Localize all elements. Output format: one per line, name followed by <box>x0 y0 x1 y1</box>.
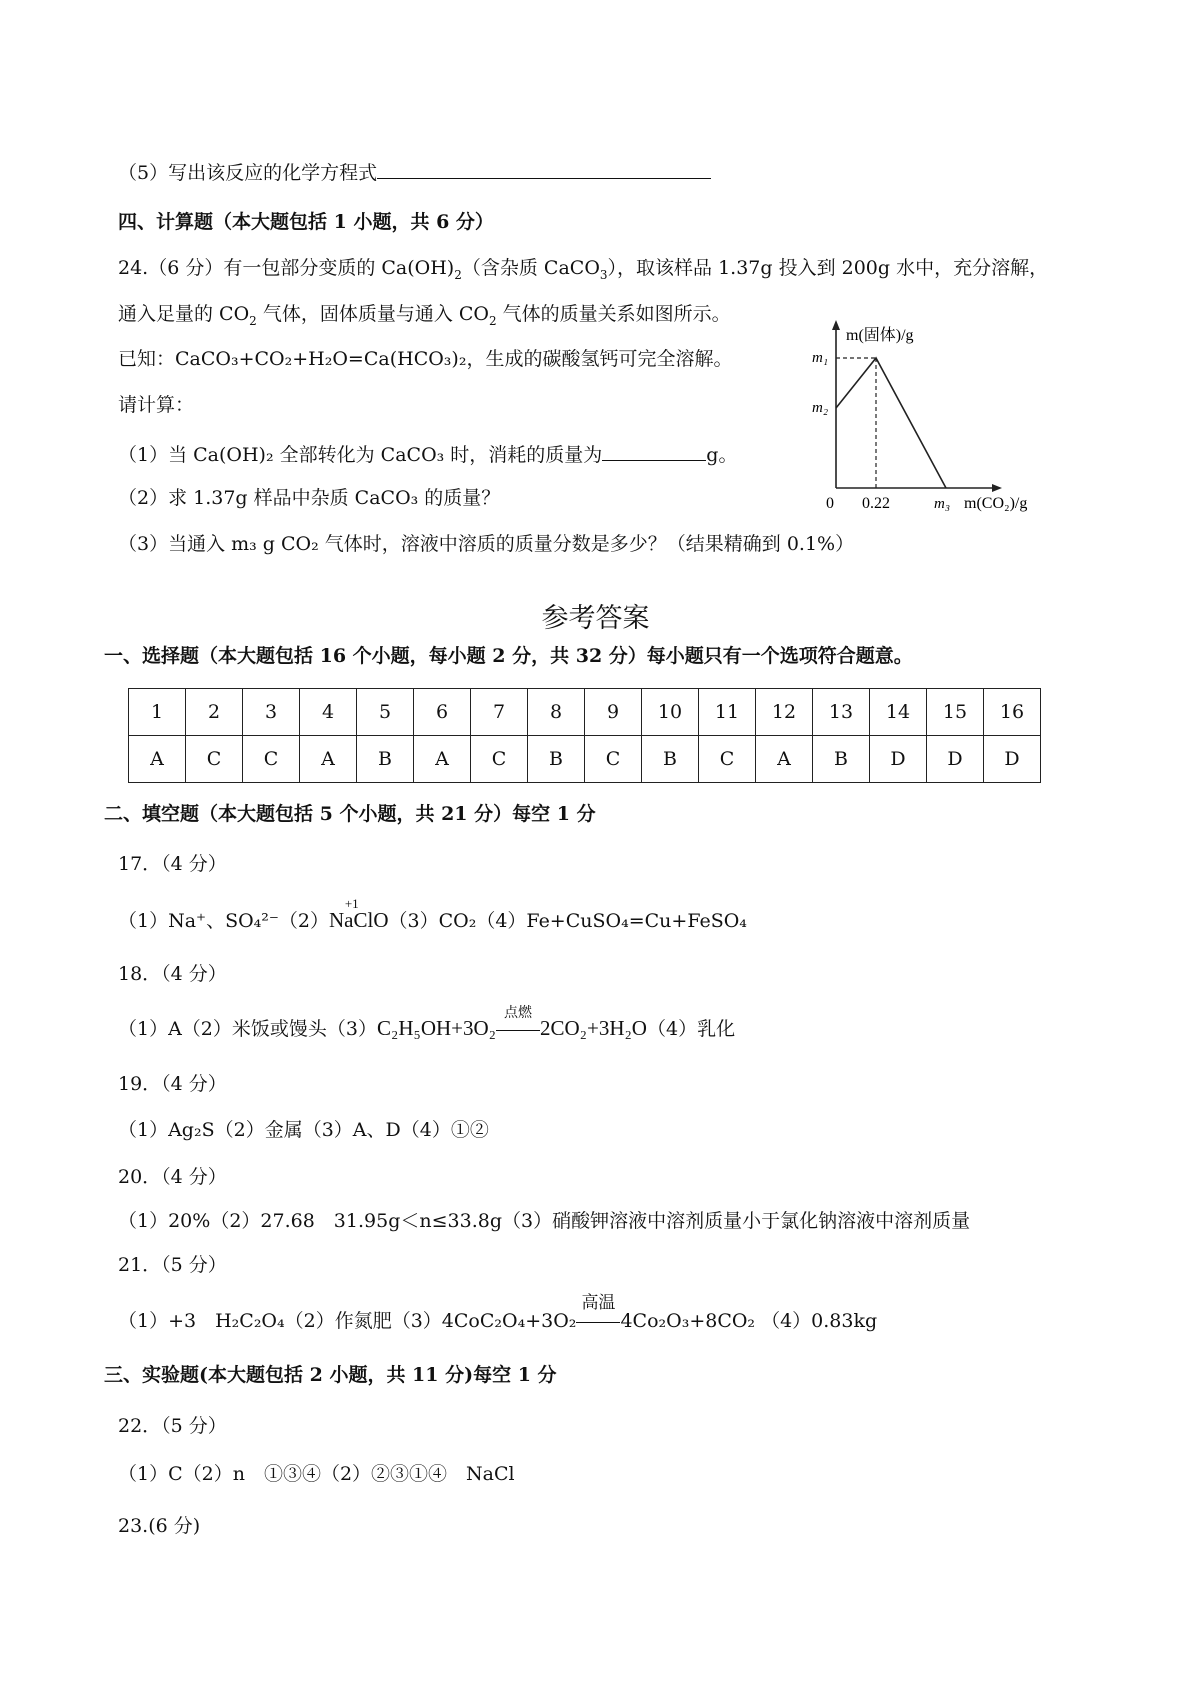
table-cell-answer: B <box>357 736 414 783</box>
q19-title: 19．（4 分） <box>118 1073 227 1095</box>
q17-answer <box>118 896 747 933</box>
q23-part5 <box>118 158 711 185</box>
q21-answer-b: 4Co₂O₃+8CO₂ （4）0.83kg <box>620 1310 878 1332</box>
table-cell-number: 15 <box>927 689 984 736</box>
q24-part1-unit: g。 <box>706 444 738 466</box>
q24-intro: 24.（6 分）有一包部分变质的 $Ca(OH)_2$（含杂质 CaCO$_3$），取该样品 1.37g 投入到 200g 水中，充分溶解， <box>118 257 1049 282</box>
m1-label: m₁ <box>812 350 829 366</box>
reaction-bar <box>496 1030 540 1031</box>
q23-title: 23.(6 分) <box>118 1515 201 1537</box>
q18-eq-condition <box>496 1005 540 1041</box>
origin-label: 0 <box>826 495 834 512</box>
table-cell-answer: C <box>585 736 642 783</box>
q21-answer-a: （1）+3 H₂C₂O₄（2）作氮肥（3）4CoC₂O₄+3O₂ <box>118 1310 577 1332</box>
q20-answer: （1）20%（2）27.68 31.95g＜n≤33.8g（3）硝酸钾溶液中溶剂质量小于氯化钠溶液中溶剂质量 <box>118 1210 971 1232</box>
table-cell-answer: A <box>414 736 471 783</box>
q17-title: 17．（4 分） <box>118 853 227 875</box>
mass-curve <box>836 358 946 488</box>
q18-title: 18．（4 分） <box>118 963 227 985</box>
table-cell-number: 3 <box>243 689 300 736</box>
table-row-numbers <box>129 689 1041 736</box>
mass-graph <box>806 318 1076 514</box>
table-cell-answer: B <box>642 736 699 783</box>
q24-intro-c: ），取该样品 1.37g 投入到 200g 水中，充分溶解， <box>607 257 1049 279</box>
section-3-heading: 三、实验题(本大题包括 2 小题，共 11 分)每空 1 分 <box>104 1364 557 1386</box>
q19-answer: （1）Ag₂S（2）金属（3）A、D（4）①② <box>118 1119 489 1141</box>
q24-intro-b: （含杂质 CaCO <box>461 257 600 279</box>
q18-answer-a: （1）A（2）米饭或馒头（3） <box>118 1018 377 1040</box>
table-cell-answer: A <box>129 736 186 783</box>
table-cell-answer: C <box>699 736 756 783</box>
q22-title: 22．（5 分） <box>118 1415 227 1437</box>
q24-calc: 请计算： <box>118 394 195 416</box>
reaction-bar <box>576 1322 620 1323</box>
x-axis-label: m(CO₂)/g <box>964 495 1028 512</box>
q24-part1-text: （1）当 Ca(OH)₂ 全部转化为 CaCO₃ 时，消耗的质量为 <box>118 444 603 466</box>
q24-line2: 通入足量的 $CO_2$ 气体，固体质量与通入 $CO_2$ 气体的质量关系如图所示。 <box>118 303 731 328</box>
q24-part3: （3）当通入 m₃ g CO₂ 气体时，溶液中溶质的质量分数是多少？（结果精确到 0.1%） <box>118 533 855 555</box>
answer-blank <box>377 158 711 179</box>
q24-known: 已知：CaCO₃+CO₂+H₂O=Ca(HCO₃)₂，生成的碳酸氢钙可完全溶解。 <box>118 348 733 370</box>
table-cell-number: 2 <box>186 689 243 736</box>
table-cell-answer: D <box>870 736 927 783</box>
table-cell-number: 9 <box>585 689 642 736</box>
q21-eq-condition <box>576 1293 620 1333</box>
q18-eq-right: 2CO₂+3H₂O <box>539 1016 647 1040</box>
table-cell-number: 14 <box>870 689 927 736</box>
q17-answer-b: （3）CO₂（4）Fe+CuSO₄=Cu+FeSO₄ <box>388 910 747 932</box>
q21-answer <box>118 1293 878 1333</box>
y-axis-label: m(固体)/g <box>846 327 914 344</box>
x-axis-arrow <box>992 484 1002 492</box>
table-cell-answer: B <box>528 736 585 783</box>
q24-part2: （2）求 1.37g 样品中杂质 CaCO₃ 的质量？ <box>118 487 501 509</box>
q24-line2-c: 气体的质量关系如图所示。 <box>496 303 731 325</box>
table-cell-number: 5 <box>357 689 414 736</box>
table-cell-answer: C <box>471 736 528 783</box>
valence-label: +1 <box>344 896 359 911</box>
q18-cond-text: 点燃 <box>503 1005 532 1021</box>
table-cell-number: 8 <box>528 689 585 736</box>
table-cell-answer: B <box>813 736 870 783</box>
q24-line2-b: 气体，固体质量与通入 CO <box>256 303 489 325</box>
table-cell-number: 16 <box>984 689 1041 736</box>
table-cell-answer: C <box>186 736 243 783</box>
answer-blank <box>602 440 706 461</box>
section-2-heading: 二、填空题（本大题包括 5 个小题，共 21 分）每空 1 分 <box>104 803 596 825</box>
table-cell-answer: A <box>300 736 357 783</box>
q24-part1 <box>118 440 737 467</box>
table-cell-number: 13 <box>813 689 870 736</box>
q24-intro-a: 24.（6 分）有一包部分变质的 Ca(OH) <box>118 257 455 279</box>
y-axis-arrow <box>832 320 840 330</box>
table-row-answers <box>129 736 1041 783</box>
q22-answer: （1）C（2）n ①③④（2）②③①④ NaCl <box>118 1463 515 1485</box>
choice-answer-table <box>128 688 1041 783</box>
table-cell-number: 10 <box>642 689 699 736</box>
q23-part5-text: （5）写出该反应的化学方程式 <box>118 162 378 184</box>
q20-title: 20．（4 分） <box>118 1166 227 1188</box>
q21-title: 21．（5 分） <box>118 1254 227 1276</box>
section-1-heading: 一、选择题（本大题包括 16 个小题，每小题 2 分，共 32 分）每小题只有一个选项符合题意。 <box>104 645 913 667</box>
table-cell-number: 1 <box>129 689 186 736</box>
q21-cond-text: 高温 <box>581 1293 616 1313</box>
x-tick-label: 0.22 <box>862 495 890 512</box>
table-cell-number: 12 <box>756 689 813 736</box>
table-cell-number: 4 <box>300 689 357 736</box>
answers-title: 参考答案 <box>541 603 650 634</box>
table-cell-answer: C <box>243 736 300 783</box>
q17-formula <box>329 896 389 932</box>
m3-label: m₃ <box>934 496 951 512</box>
table-cell-number: 7 <box>471 689 528 736</box>
section-4-heading: 四、计算题（本大题包括 1 小题，共 6 分） <box>118 211 494 233</box>
table-cell-answer: D <box>927 736 984 783</box>
table-cell-answer: D <box>984 736 1041 783</box>
table-cell-number: 11 <box>699 689 756 736</box>
q18-answer <box>118 1005 736 1041</box>
q17-formula-text: NaClO <box>329 908 389 932</box>
q18-eq-left: C₂H₅OH+3O₂ <box>377 1016 496 1040</box>
q24-line2-a: 通入足量的 CO <box>118 303 250 325</box>
m2-label: m₂ <box>812 400 829 416</box>
q18-answer-b: （4）乳化 <box>646 1018 736 1040</box>
q17-answer-a: （1）Na⁺、SO₄²⁻（2） <box>118 910 330 932</box>
table-cell-answer: A <box>756 736 813 783</box>
table-cell-number: 6 <box>414 689 471 736</box>
